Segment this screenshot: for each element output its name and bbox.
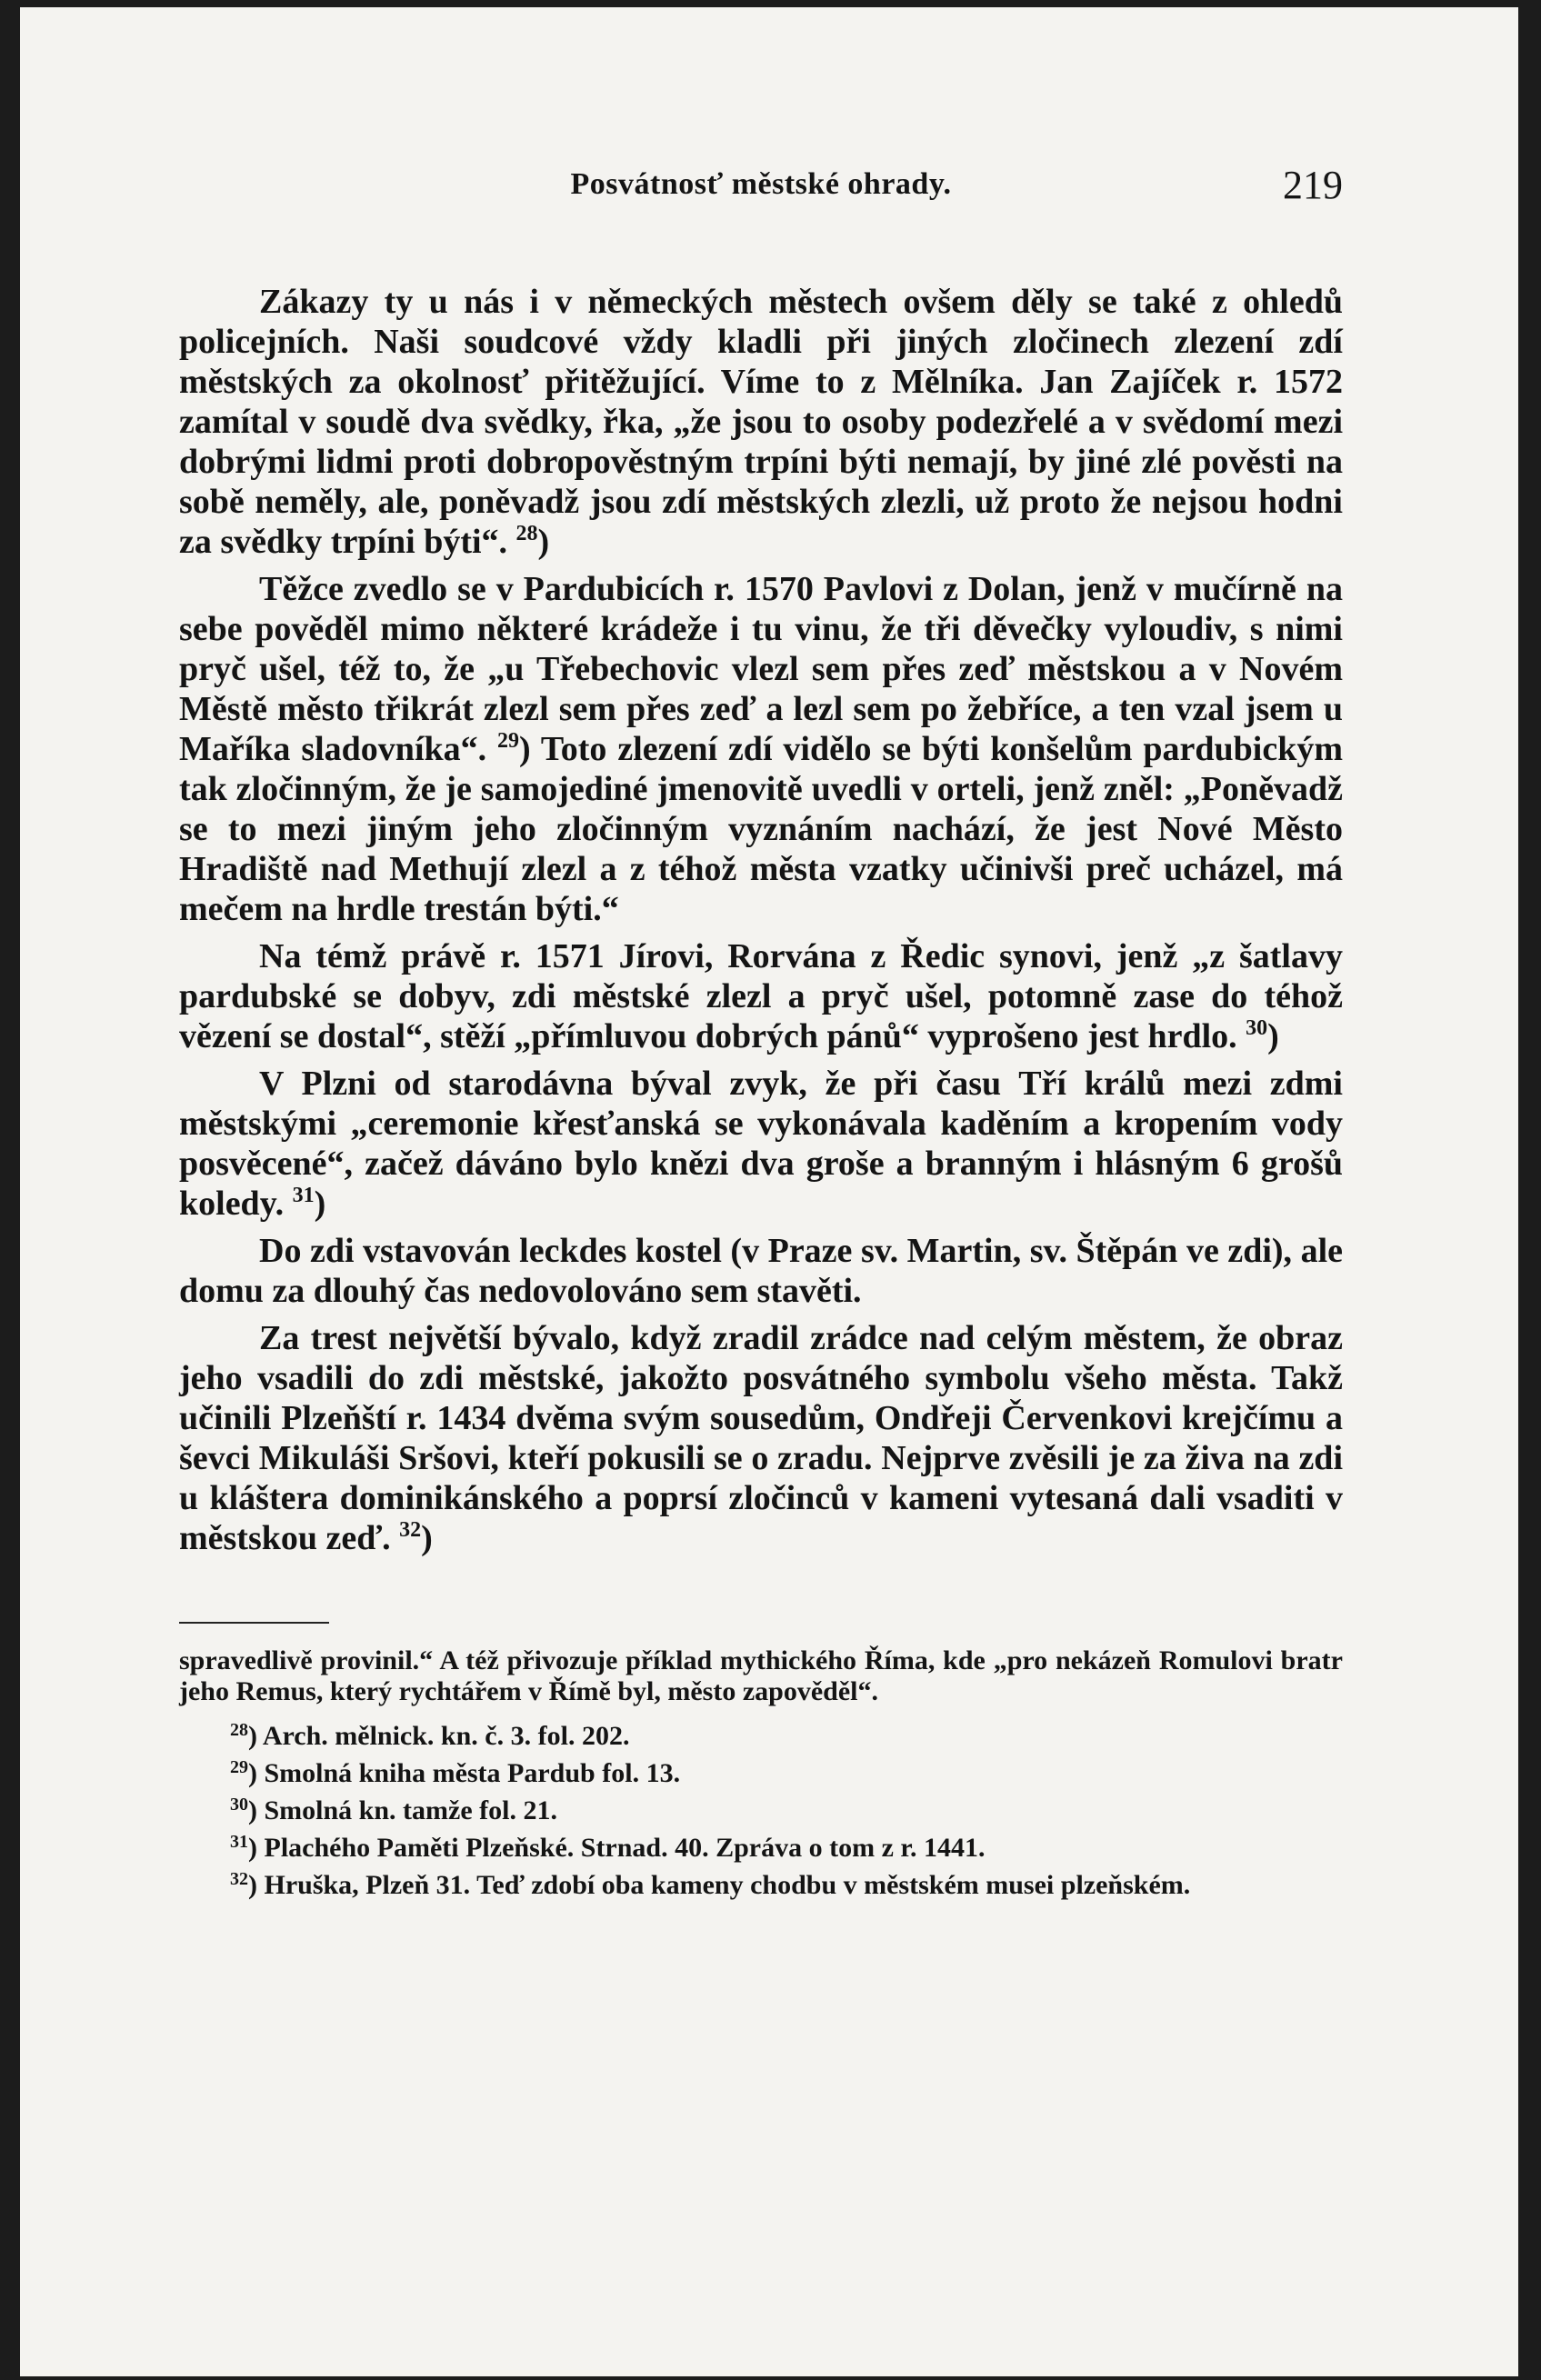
footnote-continuation: spravedlivě provinil.“ A též přivozuje příklad mythického Říma, kde „pro nekázeň Romulovi bratr jeho Remus, který rychtářem v Římě byl, město zapověděl“.	[179, 1645, 1343, 1706]
footnote: $^{29}$) Smolná kniha města Pardub fol. 13.	[230, 1757, 681, 1788]
footnotes	[179, 1645, 1343, 1901]
paragraph: Do zdi vstavován leckdes kostel (v Praze sv. Martin, sv. Štěpán ve zdi), ale domu za dlouhý čas nedovolováno sem stavěti.	[179, 1232, 1343, 1310]
page-header	[179, 162, 1343, 216]
footnote: $^{32}$) Hruška, Plzeň 31. Teď zdobí oba kameny chodbu v městském musei plzeňském.	[230, 1869, 1191, 1900]
footnote-ref: 31	[292, 1184, 315, 1207]
page-number: 219	[1283, 163, 1343, 207]
book-page	[20, 7, 1518, 2376]
paragraph: V Plzni od starodávna býval zvyk, že při času Tří králů mezi zdmi městskými „ceremonie křesťanská se vykonávala kaděním a kropením vody posvěcené“, začež dáváno bylo knězi dva groše a branným i hlásným 6 grošů koledy. $^{31}$)	[179, 1065, 1343, 1223]
footnote: $^{31}$) Plachého Paměti Plzeňské. Strnad. 40. Zpráva o tom z r. 1441.	[230, 1832, 986, 1863]
footnote-ref: 30	[1246, 1016, 1268, 1040]
paragraph: Těžce zvedlo se v Pardubicích r. 1570 Pavlovi z Dolan, jenž v mučírně na sebe pověděl mimo některé krádeže i tu vinu, že tři děvečky vyloudiv, s nimi pryč ušel, též to, že „u Třebechovic vlezl sem přes zeď městskou a v Novém Městě město třikrát zlezl sem přes zeď a lezl sem po žebříce, a ten vzal jsem u Maříka sladovníka“. $^{29}$) Toto zlezení zdí vidělo se býti konšelům pardubickým tak zločinným, že je samojediné jmenovitě uvedli v orteli, jenž zněl: „Poněvadž se to mezi jiným jeho zločinným vyznáním nachází, že jest Nové Město Hradiště nad Methují zlezl a z téhož města vzatky učinivši preč ucházel, má mečem na hrdle trestán býti.“	[179, 570, 1344, 928]
footnote: $^{30}$) Smolná kn. tamže fol. 21.	[230, 1795, 557, 1825]
paragraph: Za trest největší bývalo, když zradil zrádce nad celým městem, že obraz jeho vsadili do zdi městské, jakožto posvátného symbolu všeho města. Takž učinili Plzeňští r. 1434 dvěma svým sousedům, Ondřeji Červenkovi krejčímu a ševci Mikuláši Sršovi, kteří pokusili se o zradu. Nejprve zvěsili je za živa na zdi u kláštera dominikánského a poprsí zločinců v kameni vytesaná dali vsaditi v městskou zeď. $^{32}$)	[179, 1319, 1343, 1557]
footnote-ref: 28	[515, 522, 538, 545]
footnote-divider	[179, 1622, 329, 1624]
footnote-ref: 32	[399, 1518, 422, 1542]
body-text	[179, 282, 1343, 1558]
footnote: $^{28}$) Arch. mělnick. kn. č. 3. fol. 202.	[230, 1720, 630, 1751]
paragraph: Zákazy ty u nás i v německých městech ovšem děly se také z ohledů policejních. Naši soudcové vždy kladli při jiných zločinech zlezení zdí městských za okolnosť přitěžující. Víme to z Mělníka. Jan Zajíček r. 1572 zamítal v soudě dva svědky, řka, „že jsou to osoby podezřelé a v svědomí mezi dobrými lidmi proti dobropověstným trpíni býti nemají, by jiné zlé pověsti na sobě neměly, ale, poněvadž jsou zdí městských zlezli, už proto že nejsou hodni za svědky trpíni býti“. $^{28}$)	[179, 283, 1343, 561]
paragraph: Na témž právě r. 1571 Jírovi, Rorvána z Ředic synovi, jenž „z šatlavy pardubské se dobyv, zdi městské zlezl a pryč ušel, potomně zase do téhož vězení se dostal“, stěží „přímluvou dobrých pánů“ vyprošeno jest hrdlo. $^{30}$)	[179, 937, 1343, 1055]
running-title: Posvátnosť městské ohrady.	[570, 167, 952, 201]
footnote-ref: 29	[497, 729, 520, 753]
page-content	[179, 162, 1343, 1901]
